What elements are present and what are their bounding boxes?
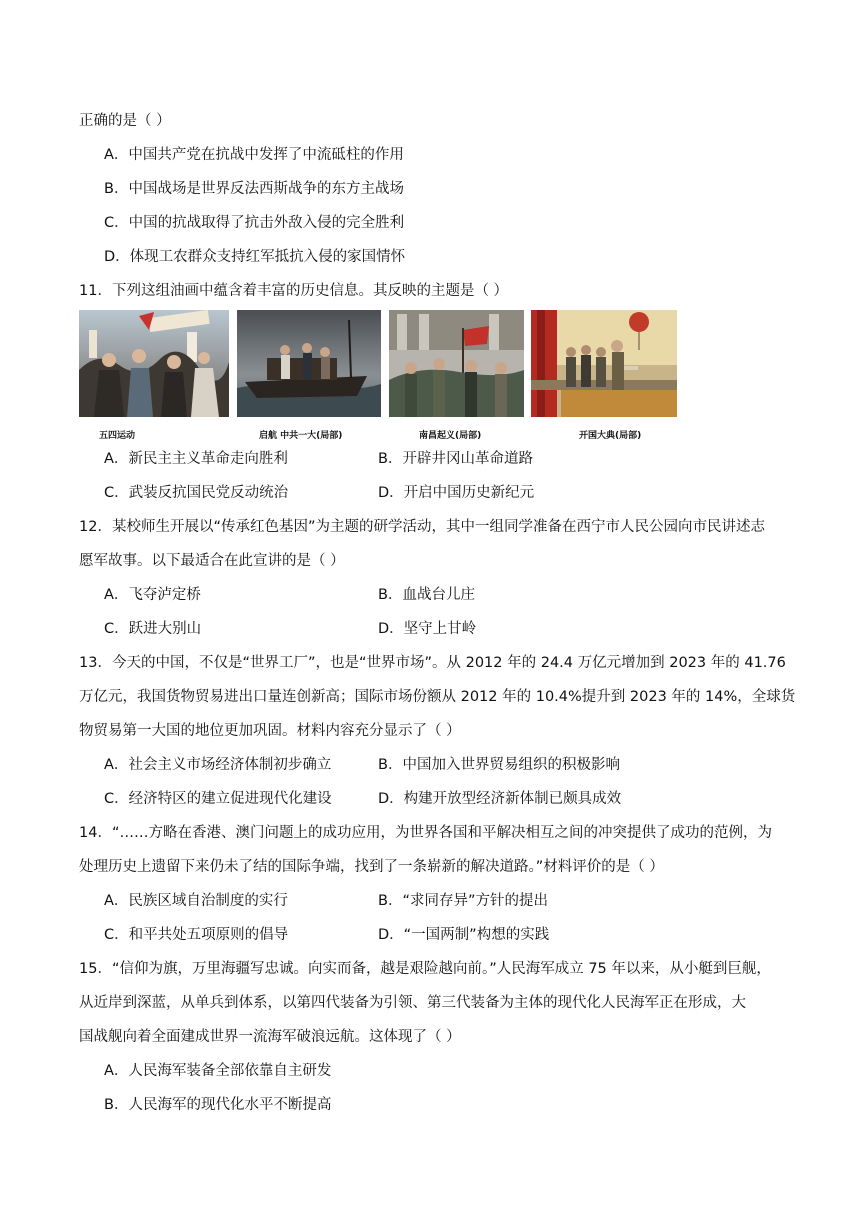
q15-option-b[interactable]: B．人民海军的现代化水平不断提高 [104,1097,332,1113]
q10-option-c[interactable]: C．中国的抗战取得了抗击外敌入侵的完全胜利 [104,215,405,231]
q12-option-b[interactable]: B．血战台儿庄 [378,587,475,603]
q15-stem-line3: 国战舰向着全面建成世界一流海军破浪远航。这体现了（ ） [79,1029,461,1045]
q13-option-c[interactable]: C．经济特区的建立促进现代化建设 [104,791,332,807]
q14-option-c[interactable]: C．和平共处五项原则的倡导 [104,927,289,943]
q14-option-a[interactable]: A．民族区域自治制度的实行 [104,893,288,909]
q15-stem-line2: 从近岸到深蓝，从单兵到体系，以第四代装备为引领、第三代装备为主体的现代化人民海军正在形成，大 [79,995,746,1011]
painting-red-boat-image [237,310,381,417]
q12-option-d[interactable]: D．坚守上甘岭 [378,621,477,637]
q15-stem-line1: 15．“信仰为旗，万里海疆写忠诚。向实而备，越是艰险越向前。”人民海军成立 75 年以来，从小艇到巨舰， [79,961,771,977]
q10-option-d[interactable]: D．体现工农群众支持红军抵抗入侵的家国情怀 [104,249,406,265]
q12-option-c[interactable]: C．跃进大别山 [104,621,202,637]
q13-option-a[interactable]: A．社会主义市场经济体制初步确立 [104,757,332,773]
q11-stem: 11．下列这组油画中蕴含着丰富的历史信息。其反映的主题是（ ） [79,283,509,299]
q12-stem-line1: 12．某校师生开展以“传承红色基因”为主题的研学活动，其中一组同学准备在西宁市人民公园向市民讲述志 [79,519,765,535]
painting-caption-founding-ceremony: 开国大典(局部) [579,431,642,441]
q14-stem-line1: 14．“……方略在香港、澳门问题上的成功应用，为世界各国和平解决相互之间的冲突提供了成功的范例，为 [79,825,772,841]
q13-option-b[interactable]: B．中国加入世界贸易组织的积极影响 [378,757,620,773]
q14-stem-line2: 处理历史上遗留下来仍未了结的国际争端，找到了一条崭新的解决道路。”材料评价的是（ ） [79,859,664,875]
q11-option-c[interactable]: C．武装反抗国民党反动统治 [104,485,289,501]
q13-stem-line1: 13．今天的中国，不仅是“世界工厂”，也是“世界市场”。从 2012 年的 24.4 万亿元增加到 2023 年的 41.76 [79,655,786,671]
painting-nanchang-image [389,310,524,417]
q13-stem-line3: 物贸易第一大国的地位更加巩固。材料内容充分显示了（ ） [79,723,461,739]
q10-stem-tail: 正确的是（ ） [79,113,171,129]
painting-caption-nanchang: 南昌起义(局部) [419,431,482,441]
q10-option-a[interactable]: A．中国共产党在抗战中发挥了中流砥柱的作用 [104,147,404,163]
q10-option-b[interactable]: B．中国战场是世界反法西斯战争的东方主战场 [104,181,404,197]
q13-option-d[interactable]: D．构建开放型经济新体制已颇具成效 [378,791,622,807]
q15-option-a[interactable]: A．人民海军装备全部依靠自主研发 [104,1063,332,1079]
q12-stem-line2: 愿军故事。以下最适合在此宣讲的是（ ） [79,553,345,569]
painting-caption-red-boat: 启航 中共一大(局部) [259,431,343,441]
q13-stem-line2: 万亿元，我国货物贸易进出口量连创新高；国际市场份额从 2012 年的 10.4%提升到 2023 年的 14%，全球货 [79,689,796,705]
q11-option-d[interactable]: D．开启中国历史新纪元 [378,485,535,501]
painting-founding-ceremony-image [531,310,677,417]
q11-paintings [79,310,679,440]
q14-option-b[interactable]: B．“求同存异”方针的提出 [378,893,548,909]
q14-option-d[interactable]: D．“一国两制”构想的实践 [378,927,550,943]
q11-option-b[interactable]: B．开辟井冈山革命道路 [378,451,533,467]
painting-caption-may-fourth: 五四运动 [99,431,136,441]
q11-option-a[interactable]: A．新民主主义革命走向胜利 [104,451,288,467]
painting-may-fourth-image [79,310,229,417]
q12-option-a[interactable]: A．飞夺泸定桥 [104,587,201,603]
